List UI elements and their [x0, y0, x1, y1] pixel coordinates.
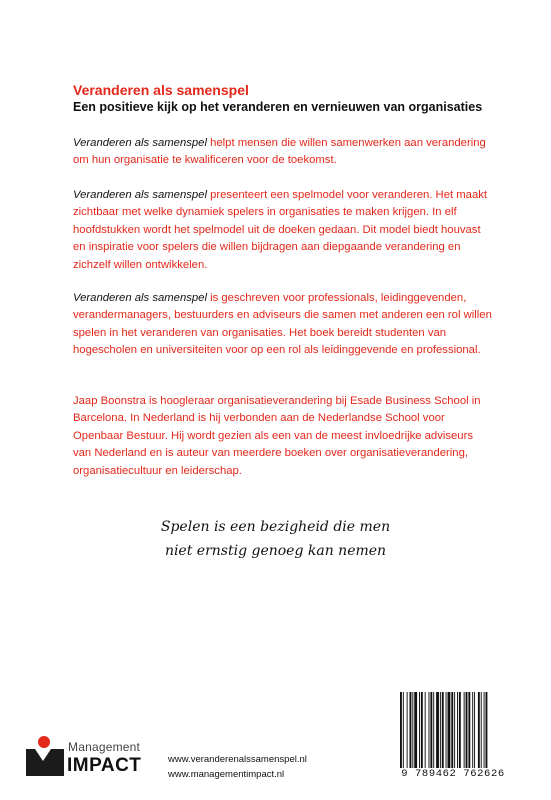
website-links	[168, 752, 307, 782]
paragraph-text: presenteert een spelmodel voor veranderen. Het maakt zichtbaar met welke dynamiek spelers in organisaties te maken krijgen. In elf hoofdstukken wordt het spelmodel uit de doeken gedaan. Dit model biedt houvast en inspiratie voor spelers die willen bijdragen aan diepgaande verandering en zichzelf willen ontwikkelen.	[73, 189, 488, 271]
barcode-bar	[421, 692, 423, 768]
author-bio	[73, 393, 493, 480]
barcode-bar	[468, 692, 470, 768]
book-title: Veranderen als samenspel	[73, 82, 249, 98]
blurb-paragraph-1	[73, 135, 493, 170]
blurb-paragraph-3	[73, 290, 493, 360]
barcode-bar	[466, 692, 468, 768]
barcode-bar	[481, 692, 482, 768]
barcode-bar	[459, 692, 461, 768]
paragraph-text: helpt mensen die willen samenwerken aan verandering om hun organisatie te kwalificeren voor de toekomst.	[73, 137, 486, 167]
barcode-bar	[448, 692, 451, 768]
barcode-bar	[400, 692, 402, 768]
book-title-italic: Veranderen als samenspel	[73, 189, 207, 201]
book-subtitle: Een positieve kijk op het veranderen en vernieuwen van organisaties	[73, 100, 483, 114]
barcode-bar	[425, 692, 426, 768]
barcode-bar	[412, 692, 413, 768]
barcode-bar	[433, 692, 434, 768]
quote-line-1: Spelen is een bezigheid die men	[160, 519, 391, 535]
barcode-bar	[430, 692, 432, 768]
blurb-paragraph-2	[73, 187, 493, 274]
logo-mark-icon	[26, 736, 66, 780]
barcode-bar	[407, 692, 408, 768]
website-link-2[interactable]: www.managementimpact.nl	[168, 769, 285, 780]
logo-text-impact: IMPACT	[67, 755, 142, 776]
quote-line-2: niet ernstig genoeg kan nemen	[164, 543, 387, 559]
barcode-bar	[429, 692, 430, 768]
barcode-bar	[486, 692, 488, 768]
paragraph-text: Jaap Boonstra is hoogleraar organisatieverandering bij Esade Business School in Barcelona. In Nederland is hij verbonden aan de Nederlandse School voor Openbaar Bestuur. Hij wordt gezien als een van de meest invloedrijke adviseurs van Nederland en is auteur van meerdere boeken over organisatieverandering, organisatiecultuur en leiderschap.	[73, 395, 481, 477]
barcode-bar	[472, 692, 473, 768]
barcode-bar	[478, 692, 480, 768]
barcode-bar	[440, 692, 441, 768]
barcode-bar	[446, 692, 447, 768]
isbn-number: 9 789462 762626	[398, 768, 508, 780]
barcode-bar	[403, 692, 404, 768]
barcode-bar	[451, 692, 453, 768]
barcode-bar	[414, 692, 417, 768]
publisher-logo	[26, 736, 154, 780]
barcode-bar	[474, 692, 475, 768]
logo-text-management: Management	[68, 740, 141, 754]
barcode-bar	[442, 692, 444, 768]
quote	[0, 515, 551, 563]
barcode-bar	[410, 692, 412, 768]
book-title-italic: Veranderen als samenspel	[73, 292, 207, 304]
barcode-bar	[464, 692, 465, 768]
barcode-bar	[484, 692, 485, 768]
website-link-1[interactable]: www.veranderenalssamenspel.nl	[168, 754, 307, 765]
barcode-bar	[454, 692, 455, 768]
paragraph-text: is geschreven voor professionals, leidinggevenden, verandermanagers, bestuurders en adviseurs die samen met anderen een rol willen spelen in het veranderen van organisaties. Het boek bereidt studenten van hogescholen en universiteiten voor op een rol als leidinggevende en professional.	[73, 292, 492, 357]
barcode-bar	[436, 692, 439, 768]
book-title-italic: Veranderen als samenspel	[73, 137, 207, 149]
barcode-bar	[419, 692, 420, 768]
barcode-bar	[457, 692, 458, 768]
